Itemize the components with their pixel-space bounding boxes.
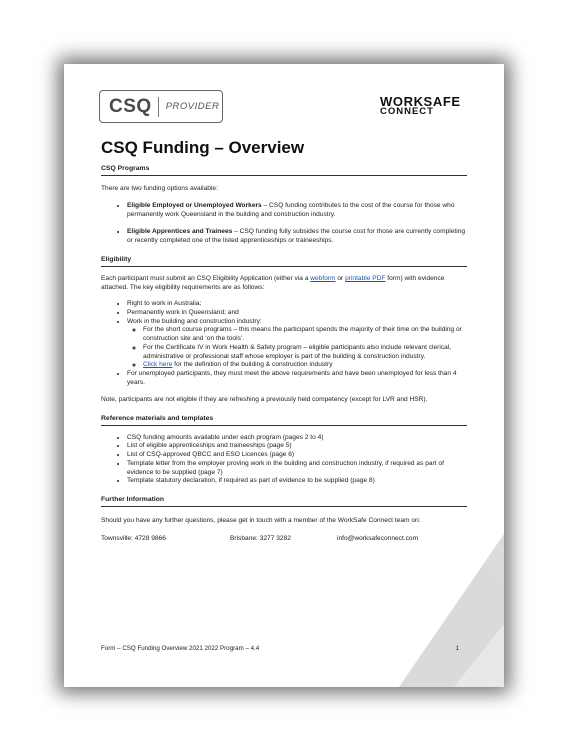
list-item bbox=[127, 202, 467, 219]
logo-divider bbox=[158, 97, 159, 117]
csq-logo-text: CSQ bbox=[109, 95, 152, 117]
list-item: • For unemployed participants, they must meet the above requirements and have been unemployed for less than 4 years. bbox=[127, 370, 467, 387]
contact-email: info@worksafeconnect.com bbox=[337, 535, 419, 543]
program-name: Eligible Employed or Unemployed Workers bbox=[127, 202, 262, 210]
sub-list-item bbox=[143, 361, 467, 370]
reference-list bbox=[101, 434, 467, 486]
footer-form-name: Form – CSQ Funding Overview 2021 2022 Program – 4.4 bbox=[101, 645, 260, 652]
townsville-phone: Townsville: 4728 9866 bbox=[101, 535, 166, 543]
program-desc: – CSQ funding contributes to the cost of the course for those who permanently work Queensland in the building and construction industry. bbox=[127, 202, 455, 219]
list-item: • Template statutory declaration, if required as part of evidence to be supplied (page 8) bbox=[127, 477, 467, 486]
csq-provider-logo bbox=[99, 90, 223, 123]
list-item: • List of CSQ-approved QBCC and ESO Licences (page 6) bbox=[127, 451, 467, 460]
worksafe-logo-text: WORKSAFE bbox=[380, 94, 461, 109]
list-item: • Right to work in Australia; bbox=[127, 300, 467, 309]
page-number: 1 bbox=[455, 645, 459, 652]
page-footer bbox=[101, 645, 459, 652]
list-item bbox=[127, 318, 467, 370]
document-body bbox=[101, 165, 467, 544]
sub-list-item: ◦ For the short course programs – this means the participant spends the majority of their time on the building or construction site and ‘on the tools’. bbox=[143, 326, 467, 343]
webform-link[interactable]: webform bbox=[310, 274, 336, 282]
program-desc: – CSQ funding fully subsides the course cost for those are currently completing or recently completed one of the listed apprenticeships or traineeships. bbox=[127, 227, 466, 244]
intro-text: form) with evidence attached. The key eligibility requirements are as follows: bbox=[101, 274, 445, 291]
intro-text: Each participant must submit an CSQ Eligibility Application (either via a bbox=[101, 274, 311, 282]
brisbane-phone: Brisbane: 3277 3282 bbox=[230, 535, 291, 543]
list-item: • Template letter from the employer proving work in the building and construction industry, if required as part of evidence to be supplied (page 7) bbox=[127, 460, 467, 477]
eligibility-list bbox=[101, 300, 467, 387]
eligibility-note: Note, participants are not eligible if they are refreshing a previously held competency (except for LVR and HSR). bbox=[101, 396, 428, 404]
section-heading-further: Further Information bbox=[101, 496, 467, 507]
section-heading-programs: CSQ Programs bbox=[101, 165, 467, 176]
programs-intro: There are two funding options available: bbox=[101, 184, 218, 192]
intro-text: or bbox=[335, 274, 346, 282]
list-item bbox=[127, 228, 467, 245]
list-item: • List of eligible apprenticeships and traineeships (page 5) bbox=[127, 442, 467, 451]
click-here-link[interactable]: Click here bbox=[143, 361, 173, 369]
eligibility-intro bbox=[101, 275, 467, 292]
item-text: Work in the building and construction industry: bbox=[127, 317, 262, 325]
section-heading-reference: Reference materials and templates bbox=[101, 415, 467, 426]
programs-list bbox=[101, 202, 467, 245]
program-name: Eligible Apprentices and Trainees bbox=[127, 227, 233, 235]
sub-list-item: ◦ For the Certificate IV in Work Health & Safety program – eligible participants also include relevant clerical, administrative or professional staff whose employer is part of the building & construction industry. bbox=[143, 344, 467, 361]
section-heading-eligibility: Eligibility bbox=[101, 256, 467, 267]
page-title: CSQ Funding – Overview bbox=[101, 138, 305, 157]
printable-pdf-link[interactable]: printable PDF bbox=[345, 274, 386, 282]
contact-row bbox=[101, 535, 467, 544]
connect-logo-text: CONNECT bbox=[380, 106, 434, 117]
list-item: • Permanently work in Queensland; and bbox=[127, 309, 467, 318]
item-text: for the definition of the building & construction industry bbox=[172, 361, 333, 369]
worksafe-connect-logo bbox=[380, 94, 461, 117]
further-text: Should you have any further questions, please get in touch with a member of the WorkSafe Connect team on: bbox=[101, 516, 421, 524]
sub-list bbox=[127, 326, 467, 370]
provider-logo-text: PROVIDER bbox=[165, 101, 220, 112]
list-item: • CSQ funding amounts available under each program (pages 2 to 4) bbox=[127, 434, 467, 443]
document-page bbox=[64, 64, 504, 687]
